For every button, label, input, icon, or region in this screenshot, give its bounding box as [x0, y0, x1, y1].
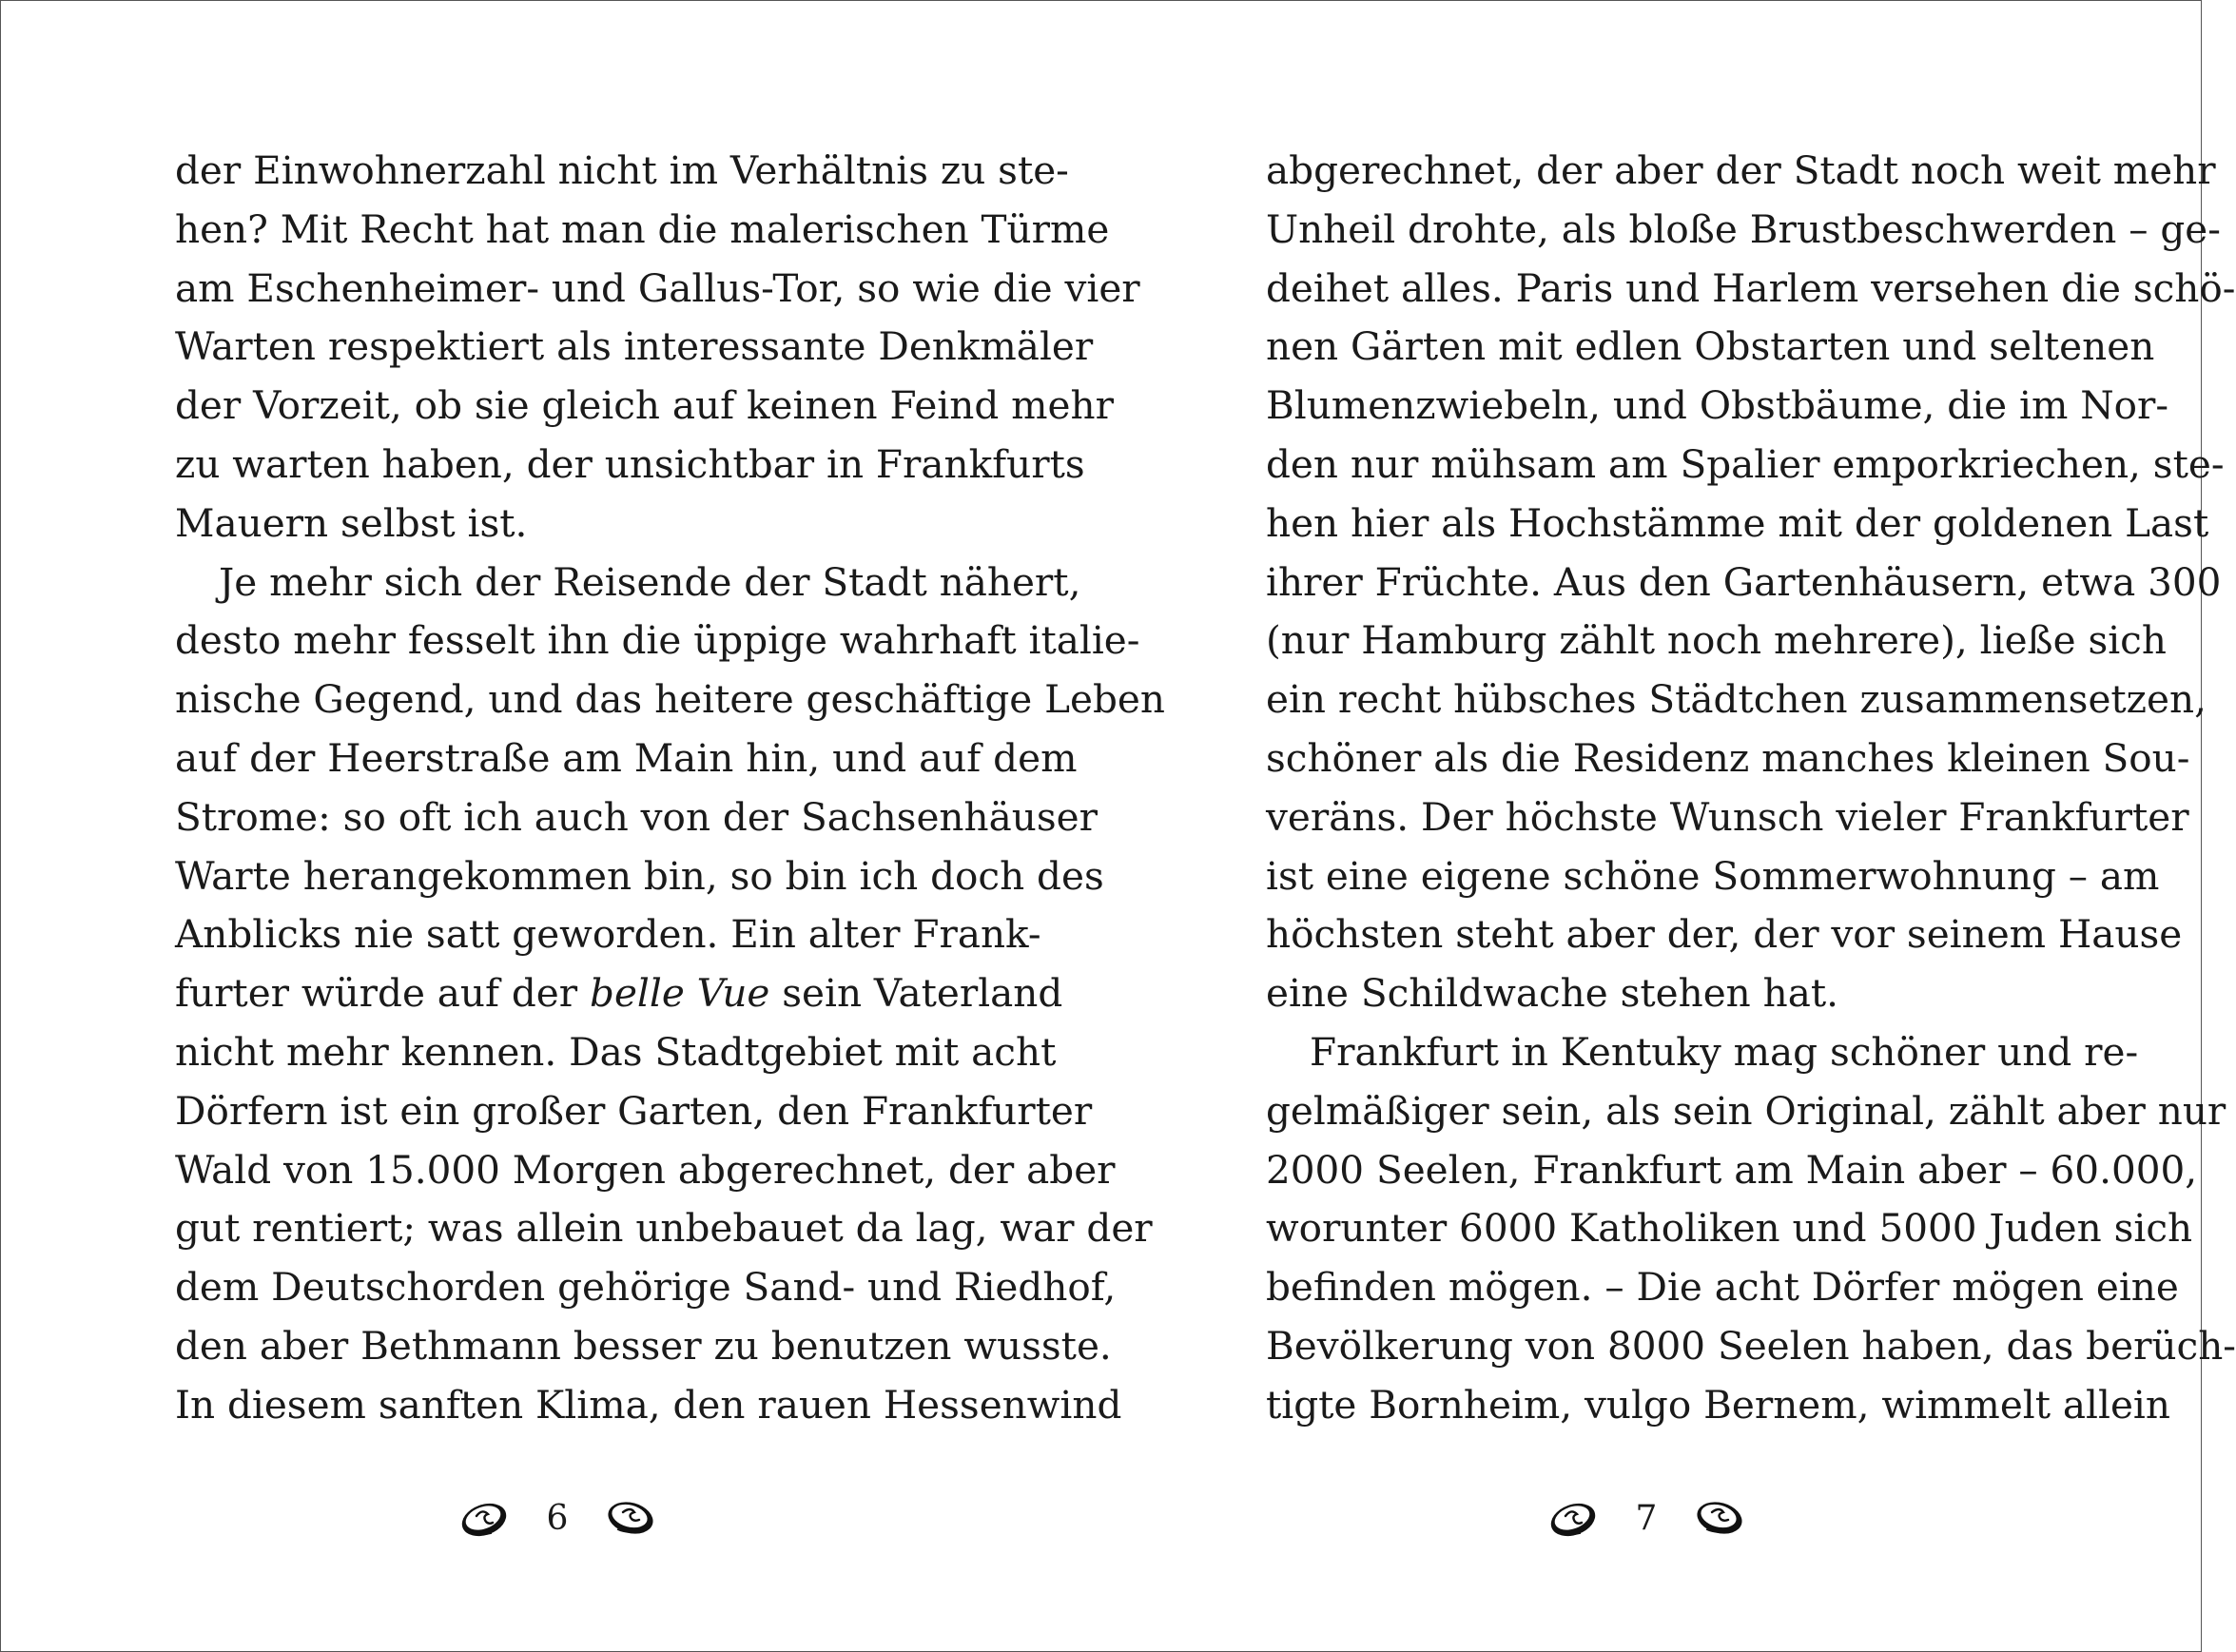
right-page-folio: [1537, 1490, 1756, 1547]
text-line: der Vorzeit, ob sie gleich auf keinen Feind mehr: [175, 382, 1114, 429]
text-line: nen Gärten mit edlen Obstarten und seltenen: [1266, 323, 2155, 370]
text-line: den aber Bethmann besser zu benutzen wusste.: [175, 1322, 1112, 1369]
text-line: deihet alles. Paris und Harlem versehen die schö-: [1266, 264, 2236, 311]
text-line: befinden mögen. – Die acht Dörfer mögen eine: [1266, 1264, 2179, 1311]
text-line: Warten respektiert als interessante Denkmäler: [175, 323, 1094, 370]
coin-ornament-icon: [1546, 1497, 1600, 1541]
text-line: Mauern selbst ist.: [175, 499, 528, 546]
text-line: Strome: so oft ich auch von der Sachsenhäuser: [175, 793, 1098, 840]
text-line: der Einwohnerzahl nicht im Verhältnis zu ste-: [175, 147, 1069, 193]
page-number: 6: [546, 1499, 569, 1538]
text-line: In diesem sanften Klima, den rauen Hessenwind: [175, 1381, 1122, 1428]
text-line: Warte herangekommen bin, so bin ich doch des: [175, 852, 1104, 899]
text-line: höchsten steht aber der, der vor seinem Hause: [1266, 911, 2183, 958]
text-line: hen hier als Hochstämme mit der goldenen Last: [1266, 499, 2209, 546]
text-line: Blumenzwiebeln, und Obstbäume, die im Nor-: [1266, 382, 2169, 429]
italic-phrase: belle Vue: [590, 970, 770, 1017]
right-page: [1266, 142, 2236, 1435]
text-line: gelmäßiger sein, als sein Original, zählt aber nur: [1266, 1087, 2226, 1134]
text-line: veräns. Der höchste Wunsch vieler Frankfurter: [1266, 793, 2189, 840]
text-line: auf der Heerstraße am Main hin, und auf dem: [175, 734, 1078, 781]
coin-ornament-icon: [457, 1497, 511, 1541]
text-line: dem Deutschorden gehörige Sand- und Riedhof,: [175, 1264, 1117, 1311]
left-page-folio: [448, 1490, 667, 1547]
text-line: Anblicks nie satt geworden. Ein alter Frank-: [175, 911, 1041, 958]
text-line: Bevölkerung von 8000 Seelen haben, das berüch-: [1266, 1322, 2236, 1369]
text-line-with-italic: [175, 964, 1063, 1023]
text-line: hen? Mit Recht hat man die malerischen Türme: [175, 205, 1110, 252]
text-line: Frankfurt in Kentuky mag schöner und re-: [1310, 1028, 2139, 1075]
text-line: Dörfern ist ein großer Garten, den Frankfurter: [175, 1087, 1093, 1134]
text-line: ein recht hübsches Städtchen zusammensetzen,: [1266, 676, 2207, 723]
text-line: Unheil drohte, als bloße Brustbeschwerden – ge-: [1266, 205, 2221, 252]
page-number: 7: [1635, 1499, 1658, 1538]
text-line: am Eschenheimer- und Gallus-Tor, so wie die vier: [175, 264, 1140, 311]
text-line: Wald von 15.000 Morgen abgerechnet, der aber: [175, 1146, 1116, 1193]
text-line: (nur Hamburg zählt noch mehrere), ließe sich: [1266, 617, 2167, 664]
coin-ornament-icon: [604, 1497, 657, 1541]
text-line: tigte Bornheim, vulgo Bernem, wimmelt allein: [1266, 1381, 2170, 1428]
text-line: abgerechnet, der aber der Stadt noch weit mehr: [1266, 147, 2216, 193]
text-line: worunter 6000 Katholiken und 5000 Juden sich: [1266, 1205, 2193, 1252]
text-line: gut rentiert; was allein unbebauet da lag, war der: [175, 1205, 1153, 1252]
text-line: Je mehr sich der Reisende der Stadt nähert,: [219, 558, 1081, 605]
text-line: desto mehr fesselt ihn die üppige wahrhaft italie-: [175, 617, 1140, 664]
text-line: den nur mühsam am Spalier emporkriechen, ste-: [1266, 440, 2225, 487]
text-line: nische Gegend, und das heitere geschäftige Leben: [175, 676, 1165, 723]
text-line: schöner als die Residenz manches kleinen Sou-: [1266, 734, 2190, 781]
text-fragment: furter würde auf der: [175, 970, 591, 1017]
text-fragment: sein Vaterland: [769, 970, 1063, 1017]
left-page: [175, 142, 1165, 1435]
coin-ornament-icon: [1693, 1497, 1746, 1541]
text-line: ist eine eigene schöne Sommerwohnung – am: [1266, 852, 2160, 899]
text-line: eine Schildwache stehen hat.: [1266, 970, 1839, 1017]
text-line: ihrer Früchte. Aus den Gartenhäusern, etwa 300: [1266, 558, 2222, 605]
text-line: zu warten haben, der unsichtbar in Frankfurts: [175, 440, 1085, 487]
text-line: 2000 Seelen, Frankfurt am Main aber – 60.000,: [1266, 1146, 2198, 1193]
text-line: nicht mehr kennen. Das Stadtgebiet mit acht: [175, 1028, 1057, 1075]
